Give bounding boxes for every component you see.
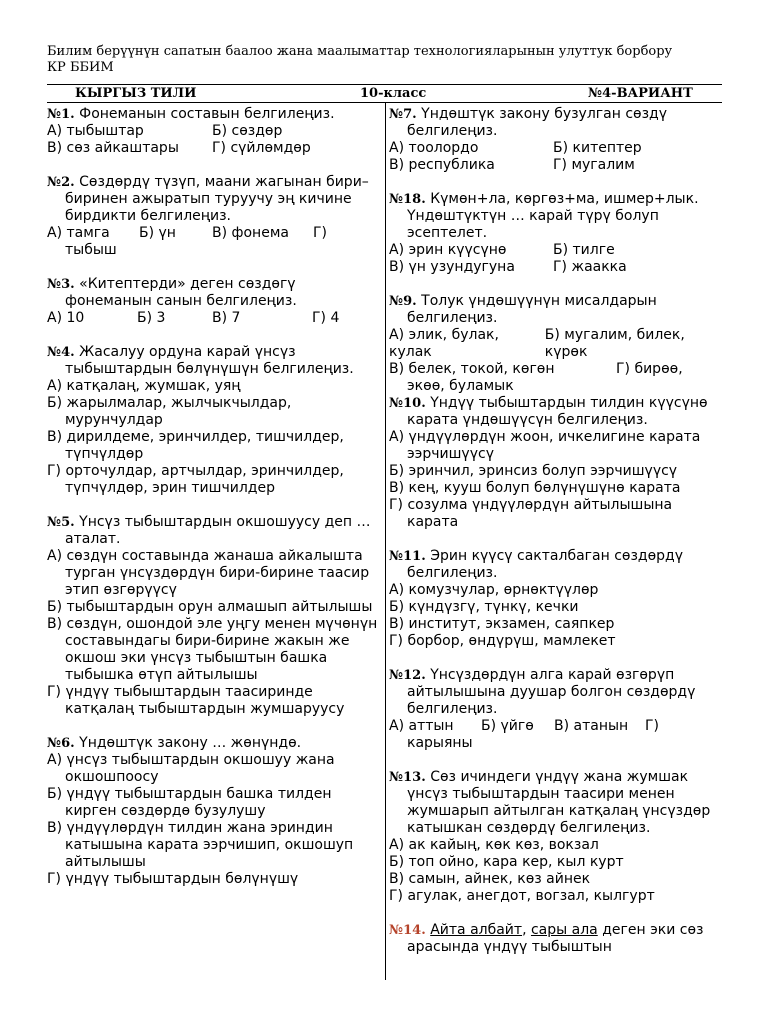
question-4 [47, 344, 383, 497]
header-organization: Билим берүүнүн сапатын баалоо жана маалыматтар технологияларынын улуттук борбору [47, 44, 673, 59]
option-c[interactable]: В) кең, кууш болуп бөлүнүшүнө карата [389, 480, 681, 496]
option-a[interactable]: А) аттын [389, 718, 454, 734]
question-text: Күмөн+ла, көргөз+ма, ишмер+лык. Үндөштүктүн … карай түрү болуп эсептелет. [407, 191, 699, 241]
option-a[interactable]: А) эрин күүсүнө [389, 242, 507, 258]
question-number: №7. [389, 107, 417, 122]
comma: , [522, 922, 527, 938]
option-c[interactable]: В) дирилдеме, эринчилдер, тишчилдер, түпчүлдөр [47, 429, 344, 462]
question-number: №6. [47, 736, 75, 751]
question-text: Сөздөрдү түзүп, маани жагынан бири–биринен ажыратып туруучу эң кичине бирдикти белгилеңиз. [65, 174, 369, 224]
option-c[interactable]: В) сөздүн, ошондой эле уңгу менен мүчөнүн составындагы бири-бирине жакын же окшош эки үнсүз тыбыштын башка тыбышка өтүп айтылышы [47, 616, 378, 683]
question-6 [47, 735, 383, 888]
question-number: №14. [389, 923, 426, 938]
question-text: Үндөштүк закону … жөнүндө. [79, 735, 302, 751]
option-d[interactable]: Г) 4 [312, 310, 340, 326]
option-b[interactable]: Б) мугалим, билек, күрөк [544, 327, 685, 360]
question-number: №2. [47, 175, 75, 190]
option-a[interactable]: А) сөздүн составында жанаша айкалышта турган үнсүздөрдүн бири-бирине таасир этип өзгөрүүсү [47, 548, 370, 598]
question-number: №3. [47, 277, 75, 292]
question-text: Үндөштүк закону бузулган сөздү белгилеңиз. [407, 106, 668, 139]
question-text: Үнсүздөрдүн алга карай өзгөрүп айтылышына дуушар болгон сөздөрдү белгилеңиз. [407, 667, 696, 717]
question-number: №11. [389, 549, 426, 564]
header-ministry: КР ББИМ [47, 60, 114, 75]
question-text: деген эки сөз арасында үндүү тыбыштын [407, 922, 704, 955]
option-b[interactable]: Б) тилге [553, 242, 615, 258]
option-b[interactable]: Б) үн [139, 225, 176, 241]
option-c[interactable]: В) атанын [554, 718, 629, 734]
question-11 [389, 548, 725, 650]
option-d-text[interactable]: карыяны [407, 735, 473, 751]
question-text: «Китептерди» деген сөздөгү фонеманын санын белгилеңиз. [65, 276, 297, 309]
option-a[interactable]: А) 10 [47, 310, 85, 326]
question-number: №4. [47, 345, 75, 360]
question-12 [389, 667, 725, 752]
option-b[interactable]: Б) 3 [137, 310, 166, 326]
question-5 [47, 514, 383, 718]
option-c[interactable]: В) фонема [212, 225, 289, 241]
question-3 [47, 276, 383, 327]
option-d-text[interactable]: тыбыш [65, 242, 117, 258]
question-1 [47, 106, 383, 157]
option-a[interactable]: А) тыбыштар [47, 123, 144, 139]
option-c[interactable]: В) үндүүлөрдүн тилдин жана эриндин катышына карата ээрчишип, окшошуп айтылышы [47, 820, 354, 870]
option-c[interactable]: В) белек, токой, көгөн [389, 361, 555, 377]
option-a[interactable]: А) комузчулар, өрнөктүүлөр [389, 582, 599, 598]
option-c[interactable]: В) үн узундугуна [389, 259, 515, 275]
question-text: Фонеманын составын белгилеңиз. [79, 106, 335, 122]
column-divider [385, 103, 386, 980]
option-d-text[interactable]: экөө, буламык [407, 378, 514, 394]
variant-label: №4-ВАРИАНТ [588, 86, 693, 101]
option-a[interactable]: А) элик, булак, кулак [389, 327, 499, 360]
option-b[interactable]: Б) тыбыштардын орун алмашып айтылышы [47, 599, 373, 615]
option-d[interactable]: Г) үндүү тыбыштардын таасиринде катқалаң тыбыштардын жумшаруусу [47, 684, 345, 717]
option-a[interactable]: А) үндүүлөрдүн жоон, ичкелигине карата ээрчишүүсү [389, 429, 701, 462]
question-text: Үнсүз тыбыштардын окшошуусу деп … аталат. [65, 514, 371, 547]
option-c[interactable]: В) институт, экзамен, саяпкер [389, 616, 615, 632]
option-a[interactable]: А) катқалаң, жумшак, уяң [47, 378, 241, 394]
underlined-phrase-1: Айта албайт [430, 922, 523, 938]
option-b[interactable]: Б) китептер [553, 140, 642, 156]
left-column [47, 106, 383, 888]
option-d[interactable]: Г) бирөө, [616, 361, 683, 377]
option-a[interactable]: А) тоолордо [389, 140, 479, 156]
question-7 [389, 106, 725, 174]
right-column [389, 106, 725, 956]
underlined-phrase-2: сары ала [530, 922, 598, 938]
option-b[interactable]: Б) үйгө [481, 718, 534, 734]
question-14 [389, 922, 725, 956]
grade-label: 10-класс [360, 86, 427, 101]
option-b[interactable]: Б) жарылмалар, жылчыкчылдар, мурунчулдар [47, 395, 292, 428]
option-b[interactable]: Б) үндүү тыбыштардын башка тилден кирген сөздөрдө бузулушу [47, 786, 332, 819]
question-8 [389, 191, 725, 276]
option-d[interactable]: Г) [313, 225, 327, 241]
option-c[interactable]: В) 7 [212, 310, 241, 326]
option-a[interactable]: А) ак кайың, көк көз, вокзал [389, 837, 599, 853]
question-13 [389, 769, 725, 905]
subject-title: КЫРГЫЗ ТИЛИ [75, 86, 197, 101]
option-b[interactable]: Б) күндүзгү, түнкү, кечки [389, 599, 579, 615]
option-b[interactable]: Б) сөздөр [212, 123, 283, 139]
question-number: №13. [389, 770, 426, 785]
question-number: №12. [389, 668, 426, 683]
question-9 [389, 293, 725, 395]
option-c[interactable]: В) самын, айнек, көз айнек [389, 871, 591, 887]
question-text: Эрин күүсү сакталбаган сөздөрдү белгилеңиз. [407, 548, 683, 581]
option-a[interactable]: А) тамга [47, 225, 110, 241]
question-number: №1. [47, 107, 75, 122]
question-number: №10. [389, 396, 426, 411]
option-d[interactable]: Г) орточулдар, артчылдар, эринчилдер, түпчүлдөр, эрин тишчилдер [47, 463, 344, 496]
option-d[interactable]: Г) сүйлөмдөр [212, 140, 311, 156]
option-b[interactable]: Б) эринчил, эринсиз болуп ээрчишүүсү [389, 463, 678, 479]
question-number: №18. [389, 192, 426, 207]
option-c[interactable]: В) сөз айкаштары [47, 140, 179, 156]
question-number: №5. [47, 515, 75, 530]
option-b[interactable]: Б) топ ойно, кара кер, кыл курт [389, 854, 624, 870]
option-d[interactable]: Г) [645, 718, 659, 734]
option-c[interactable]: В) республика [389, 157, 495, 173]
question-text: Толук үндөшүүнүн мисалдарын белгилеңиз. [407, 293, 657, 326]
option-d[interactable]: Г) созулма үндүүлөрдүн айтылышына карата [389, 497, 673, 530]
option-a[interactable]: А) үнсүз тыбыштардын окшошуу жана окшошпоосу [47, 752, 335, 785]
option-d[interactable]: Г) мугалим [553, 157, 635, 173]
title-bar [47, 85, 722, 103]
question-number: №9. [389, 294, 417, 309]
question-text: Жасалуу ордуна карай үнсүз тыбыштардын бөлүнүшүн белгилеңиз. [65, 344, 354, 377]
question-text: Үндүү тыбыштардын тилдин күүсүнө карата үндөшүүсүн белгилеңиз. [407, 395, 708, 428]
question-2 [47, 174, 383, 259]
question-10 [389, 395, 725, 531]
question-text: Сөз ичиндеги үндүү жана жумшак үнсүз тыбыштардын таасири менен жумшарып айтылган катқалаң үнсүздөр катышкан сөздөрдү белгилеңиз. [407, 769, 711, 836]
option-d[interactable]: Г) үндүү тыбыштардын бөлүнүшү [47, 871, 299, 887]
document-header [47, 44, 727, 76]
option-d[interactable]: Г) жаакка [553, 259, 627, 275]
option-d[interactable]: Г) агулак, анегдот, вогзал, кылгурт [389, 888, 655, 904]
option-d[interactable]: Г) борбор, өндүрүш, мамлекет [389, 633, 616, 649]
